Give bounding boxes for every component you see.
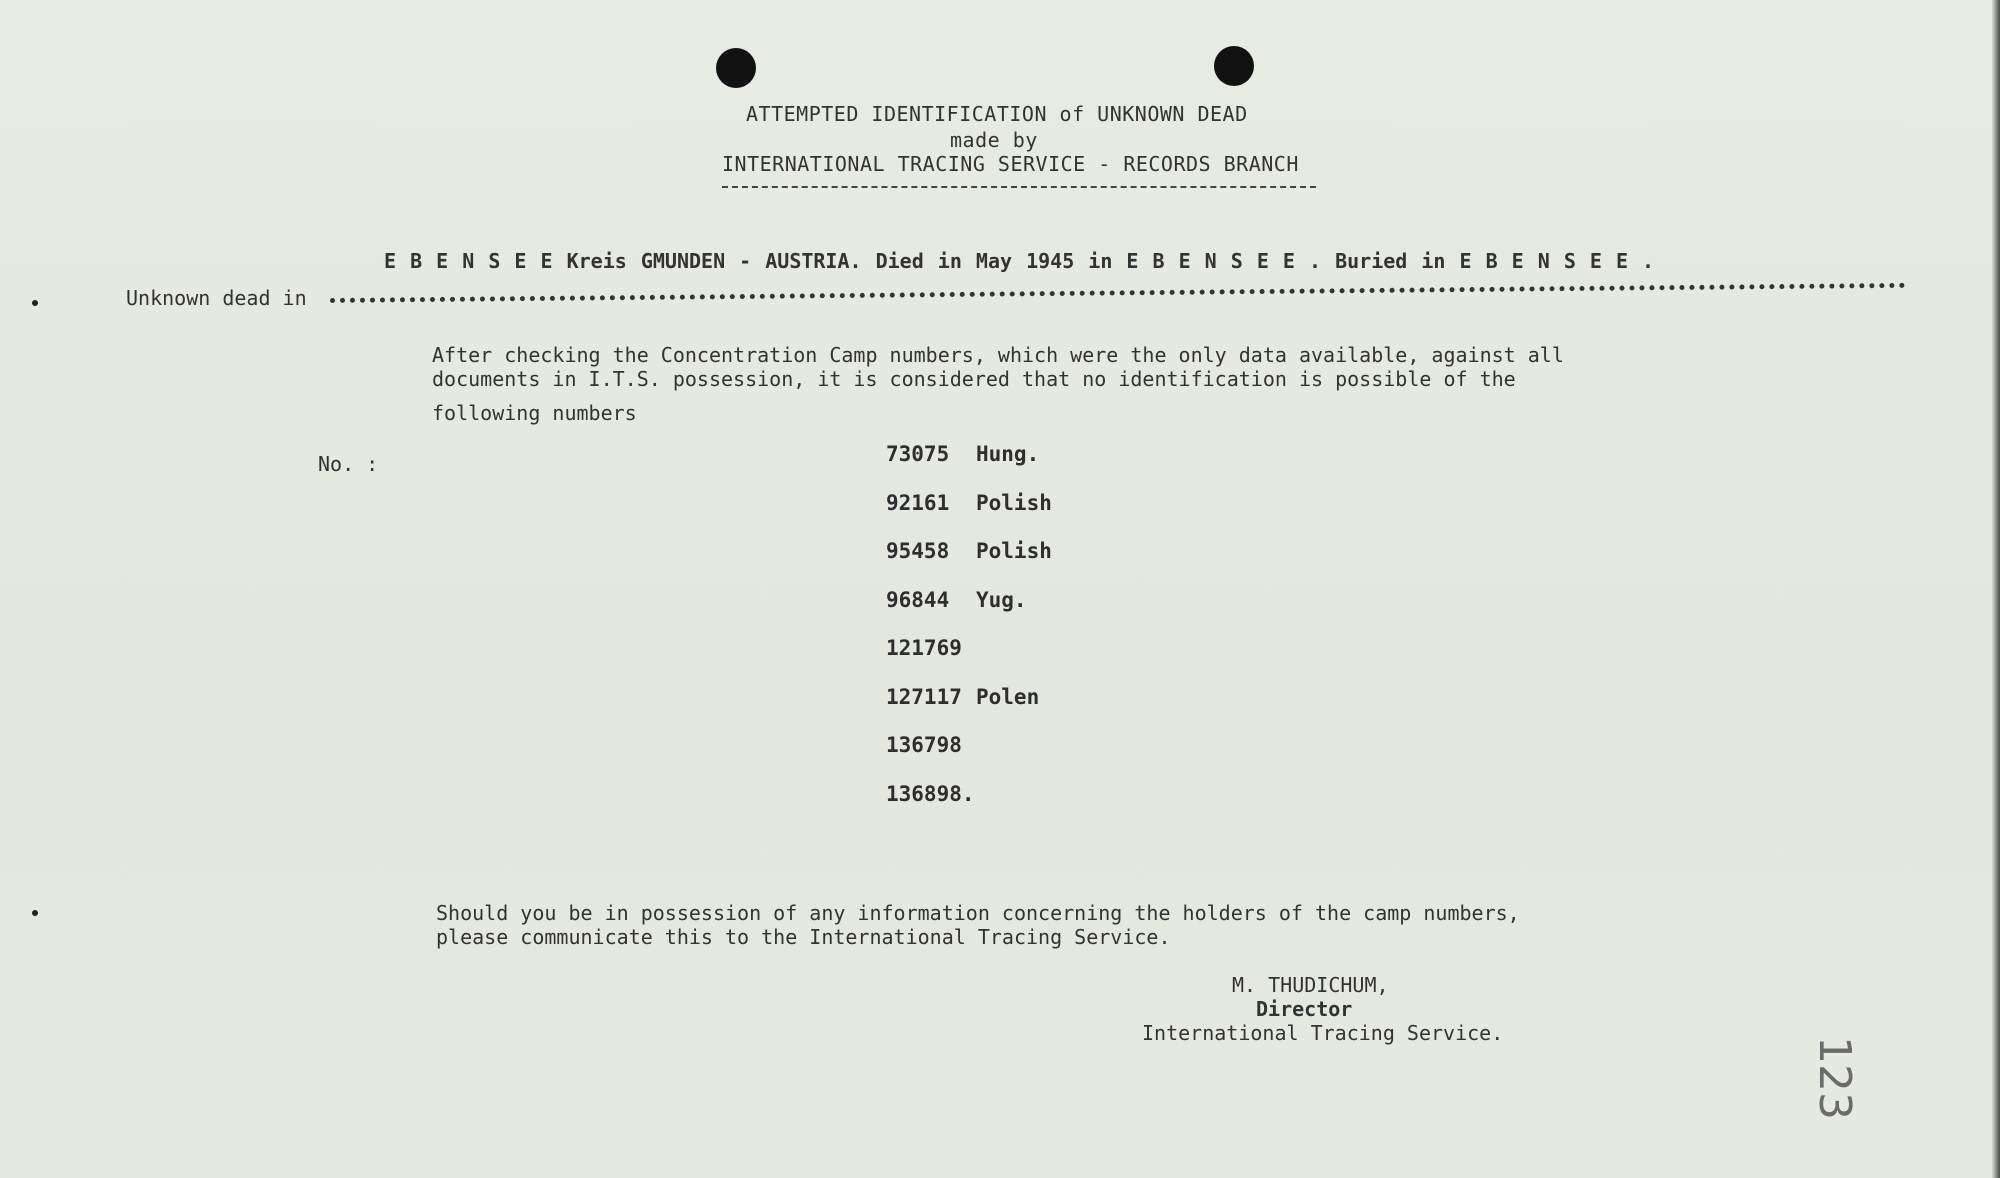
list-item — [886, 733, 962, 757]
list-item — [886, 685, 1040, 709]
intro-line-3: following numbers — [432, 401, 637, 425]
signature-name: M. THUDICHUM, — [1232, 973, 1389, 997]
camp-number: 73075 — [886, 442, 950, 466]
list-item — [886, 539, 1052, 563]
page-edge-shadow — [1992, 0, 2000, 1178]
unknown-dead-label: Unknown dead in — [126, 286, 307, 310]
camp-number: 92161 — [886, 491, 950, 515]
closing-line-1: Should you be in possession of any information concerning the holders of the camp numbers, — [436, 901, 1520, 925]
nationality: Polen — [976, 685, 1040, 709]
header-organization: INTERNATIONAL TRACING SERVICE - RECORDS BRANCH — [722, 152, 1299, 176]
intro-line-1: After checking the Concentration Camp numbers, which were the only data available, against all — [432, 343, 1564, 367]
camp-number: 127117 — [886, 685, 962, 709]
page-number: 123 — [1809, 1036, 1860, 1120]
nationality: Polish — [976, 539, 1052, 563]
camp-number: 95458 — [886, 539, 950, 563]
header-underline — [722, 186, 1316, 188]
intro-line-2: documents in I.T.S. possession, it is considered that no identification is possible of the — [432, 367, 1516, 391]
list-item — [886, 442, 1040, 466]
margin-mark — [32, 300, 38, 306]
numbers-label: No. : — [318, 452, 379, 476]
camp-number: 96844 — [886, 588, 950, 612]
location-dotted-line — [330, 283, 1906, 303]
location-text: E B E N S E E Kreis GMUNDEN - AUSTRIA. Died in May 1945 in E B E N S E E . Buried in E B E N S E E . — [384, 249, 1655, 273]
header-title: ATTEMPTED IDENTIFICATION of UNKNOWN DEAD — [746, 102, 1248, 126]
closing-line-2: please communicate this to the International Tracing Service. — [436, 925, 1171, 949]
camp-number: 136798 — [886, 733, 962, 757]
header-made-by: made by — [950, 128, 1038, 152]
nationality: Yug. — [976, 588, 1027, 612]
nationality: Hung. — [976, 442, 1040, 466]
margin-mark — [32, 910, 38, 916]
camp-number: 121769 — [886, 636, 962, 660]
nationality: Polish — [976, 491, 1052, 515]
list-item — [886, 636, 962, 660]
signature-title: Director — [1256, 997, 1353, 1021]
list-item — [886, 588, 1027, 612]
punch-hole-right — [1214, 46, 1254, 86]
signature-organization: International Tracing Service. — [1142, 1021, 1504, 1045]
list-item — [886, 782, 975, 806]
camp-number: 136898. — [886, 782, 975, 806]
punch-hole-left — [716, 48, 756, 88]
list-item — [886, 491, 1052, 515]
